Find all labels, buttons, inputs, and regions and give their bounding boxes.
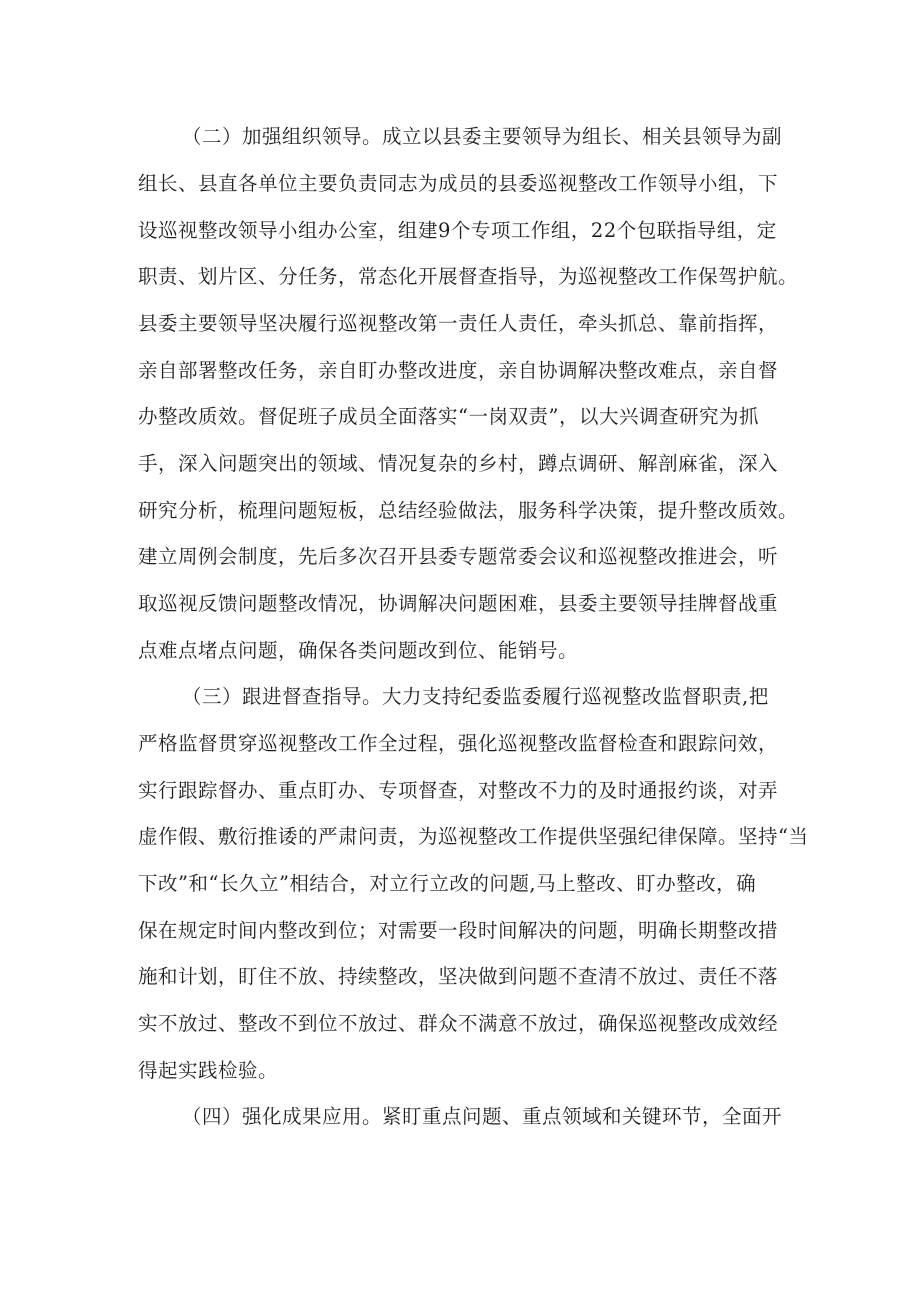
paragraph-3-line-2: 严格监督贯穿巡视整改工作全过程，强化巡视整改监督检查和跟踪问效， — [138, 732, 779, 755]
paragraph-3-line-5: 下改”和“长久立”相结合，对立行立改的问题,马上整改、盯办整改，确 — [138, 872, 757, 895]
paragraph-2-line-2: 组长、县直各单位主要负责同志为成员的县委巡视整改工作领导小组，下 — [138, 172, 779, 195]
paragraph-2-line-11: 取巡视反馈问题整改情况，协调解决问题困难，县委主要领导挂牌督战重 — [138, 592, 779, 615]
paragraph-2-line-3: 设巡视整改领导小组办公室，组建9个专项工作组，22个包联指导组，定 — [138, 219, 777, 242]
paragraph-3-line-6: 保在规定时间内整改到位；对需要一段时间解决的问题，明确长期整改措 — [138, 919, 779, 942]
paragraph-3-line-4: 虚作假、敷衍推诿的严肃问责，为巡视整改工作提供坚强纪律保障。坚持“当 — [138, 825, 809, 848]
paragraph-2-line-4: 职责、划片区、分任务，常态化开展督查指导，为巡视整改工作保驾护航。 — [138, 265, 799, 288]
paragraph-3-line-3: 实行跟踪督办、重点盯办、专项督查，对整改不力的及时通报约谈，对弄 — [138, 779, 779, 802]
paragraph-2-line-6: 亲自部署整改任务，亲自盯办整改进度，亲自协调解决整改难点，亲自督 — [138, 359, 779, 382]
paragraph-3-line-9: 得起实践检验。 — [138, 1059, 279, 1082]
paragraph-3-line-7: 施和计划，盯住不放、持续整改，坚决做到问题不查清不放过、责任不落 — [138, 965, 779, 988]
paragraph-2-line-5: 县委主要领导坚决履行巡视整改第一责任人责任，牵头抓总、靠前指挥， — [138, 312, 779, 335]
paragraph-2-line-12: 点难点堵点问题，确保各类问题改到位、能销号。 — [138, 639, 579, 662]
paragraph-3-line-1: （三）跟进督查指导。大力支持纪委监委履行巡视整改监督职责,把 — [182, 685, 769, 708]
paragraph-2-line-10: 建立周例会制度，先后多次召开县委专题常委会议和巡视整改推进会，听 — [138, 545, 779, 568]
paragraph-2-line-9: 研究分析，梳理问题短板，总结经验做法，服务科学决策，提升整改质效。 — [138, 499, 799, 522]
paragraph-2-line-1: （二）加强组织领导。成立以县委主要领导为组长、相关县领导为副 — [182, 125, 783, 148]
paragraph-4-line-1: （四）强化成果应用。紧盯重点问题、重点领域和关键环节，全面开 — [182, 1105, 783, 1128]
paragraph-3-line-8: 实不放过、整改不到位不放过、群众不满意不放过，确保巡视整改成效经 — [138, 1012, 779, 1035]
paragraph-2-line-8: 手，深入问题突出的领域、情况复杂的乡村，蹲点调研、解剖麻雀，深入 — [138, 452, 779, 475]
paragraph-2-line-7: 办整改质效。督促班子成员全面落实“一岗双责”，以大兴调查研究为抓 — [138, 405, 759, 428]
